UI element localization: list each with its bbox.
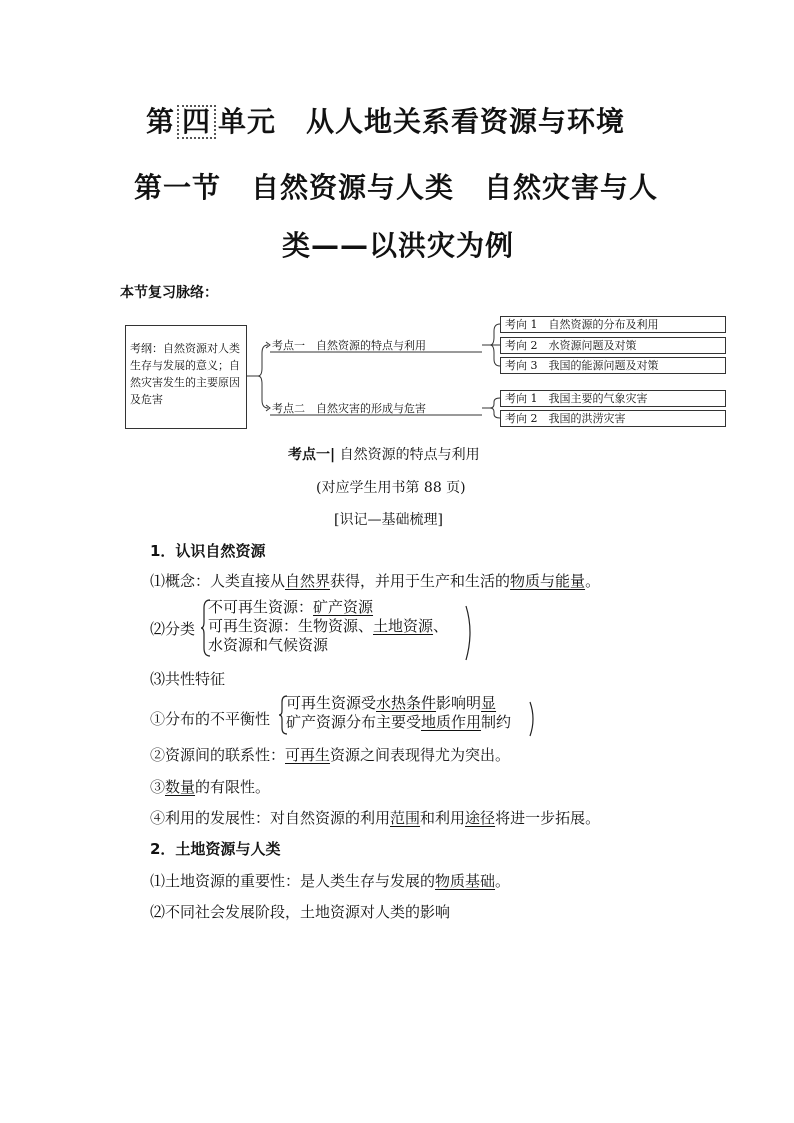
s1-class-label: ⑵分类 [150,620,196,638]
kaodian-heading [288,444,480,464]
section-tag: [识记—基础梳理] [334,512,443,528]
text: 将进一步拓展。 [495,809,601,827]
blank-answer: 范围 [390,809,421,827]
blank-answer: 水热条件 [376,694,437,712]
text: 可再生资源受 [286,694,377,712]
kaodian-1-label: 考点一 自然资源的特点与利用 [272,339,426,352]
text: 获得，并用于生产和生活的 [330,572,511,590]
text: ⑴土地资源的重要性：是人类生存与发展的 [150,872,436,890]
s1-class-lines [208,598,448,655]
s1-title: 1．认识自然资源 [150,542,266,560]
blank-answer: 土地资源 [373,617,434,635]
f1-line-2 [286,713,511,732]
unit-number: 四 [177,105,216,139]
text: ④利用的发展性：对自然资源的利用 [150,809,391,827]
s2-p1 [150,870,510,891]
text: 、 [433,617,449,635]
diagram-connectors [0,0,794,440]
s1-concept [150,570,600,591]
blank-answer: 矿产资源 [313,598,374,616]
review-label: 本节复习脉络： [120,285,218,301]
k2-item: 考向 2 我国的洪涝灾害 [500,410,726,427]
text: 不可再生资源： [208,598,314,616]
kaodian-title: 自然资源的特点与利用 [339,447,480,463]
f1-line-1 [286,694,511,713]
text: 矿产资源分布主要受 [286,713,422,731]
unit-name: 从人地关系看资源与环境 [306,105,626,138]
blank-answer: 数量 [165,778,196,796]
right-paren [464,604,476,662]
blank-answer: 物质基础 [435,872,496,890]
s2-title: 2．土地资源与人类 [150,840,281,858]
blank-answer: 途径 [465,809,496,827]
text: 。 [585,572,601,590]
k2-item: 考向 1 我国主要的气象灾害 [500,390,726,407]
k1-item: 考向 3 我国的能源问题及对策 [500,357,726,374]
text: 可再生资源：生物资源、 [208,617,374,635]
text: ③ [150,778,166,796]
text: ②资源间的联系性： [150,746,286,764]
section-number: 第一节 [134,171,222,204]
outline-box: 考纲：自然资源对人类生存与发展的意义；自然灾害发生的主要原因及危害 [125,325,247,429]
kaodian-2-label: 考点二 自然灾害的形成与危害 [272,402,426,415]
blank-answer: 地质作用 [421,713,482,731]
s1-common: ⑶共性特征 [150,670,226,688]
text: 制约 [481,713,512,731]
class-line-2 [208,617,448,636]
unit-prefix: 第 [146,105,176,138]
unit-suffix: 单元 [218,105,277,138]
k1-item: 考向 1 自然资源的分布及利用 [500,316,726,333]
section-title-line2: 类——以洪灾为例 [282,229,515,262]
blank-answer: 可再生 [285,746,331,764]
section-title-b: 自然灾害与人 [484,171,659,204]
right-paren [528,700,538,738]
class-line-1 [208,598,448,617]
s1-f2 [150,744,510,765]
ref-note: (对应学生用书第 88 页) [316,480,466,496]
text: 和利用 [420,809,466,827]
text: 资源之间表现得尤为突出。 [330,746,511,764]
text: ⑴概念：人类直接从 [150,572,286,590]
s2-p2: ⑵不同社会发展阶段，土地资源对人类的影响 [150,903,451,921]
text: 水资源和气候资源 [208,636,329,654]
s1-f1-label: ①分布的不平衡性 [150,710,271,728]
section-title-a: 自然资源与人类 [251,171,455,204]
s1-f3 [150,776,270,797]
s1-f1-lines [286,694,511,732]
s1-f4 [150,807,600,828]
class-line-3 [208,636,448,655]
kaodian-prefix: 考点一| [288,447,336,463]
text: 。 [495,872,511,890]
text: 影响明 [436,694,482,712]
text: 的有限性。 [195,778,271,796]
blank-answer: 自然界 [285,572,331,590]
blank-answer: 物质与能量 [510,572,586,590]
blank-answer: 显 [481,694,497,712]
k1-item: 考向 2 水资源问题及对策 [500,337,726,354]
